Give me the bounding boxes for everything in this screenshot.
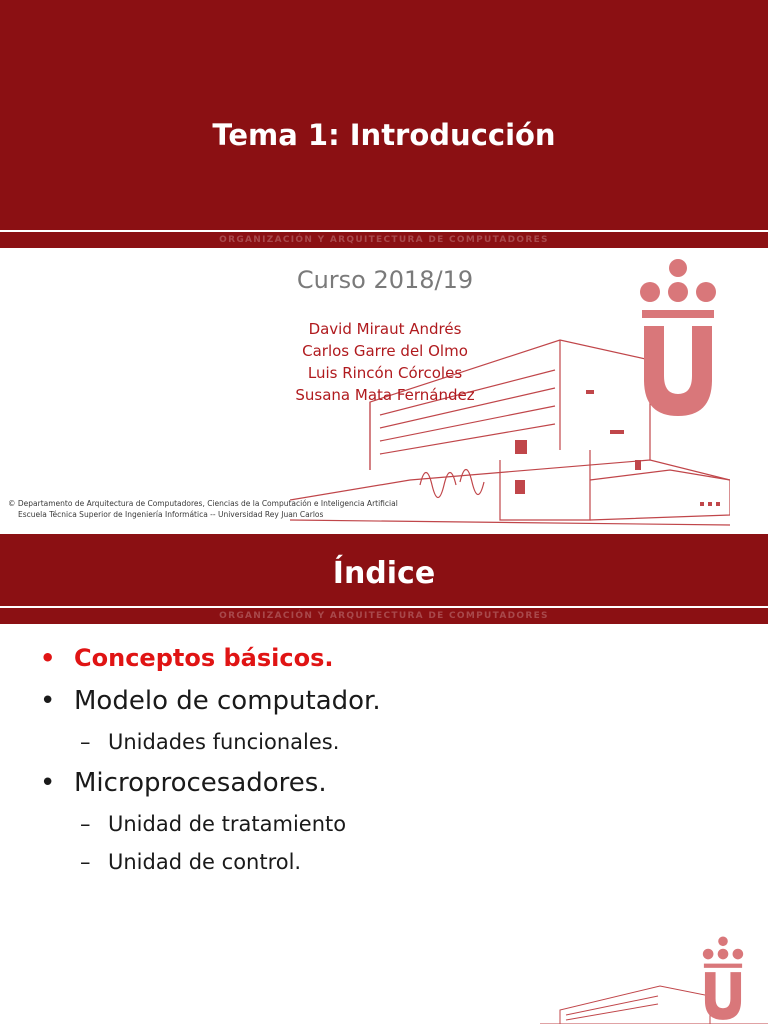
slide-title: Índice xyxy=(332,556,436,591)
bullet-marker: • xyxy=(40,644,56,672)
urjc-logo-icon xyxy=(636,258,720,420)
list-item-text: Microprocesadores. xyxy=(74,768,327,798)
list-subitem xyxy=(80,812,720,836)
dash-marker: – xyxy=(80,812,91,836)
course-strip: ORGANIZACIÓN Y ARQUITECTURA DE COMPUTADORES xyxy=(0,608,768,624)
list-subitem xyxy=(80,730,720,754)
dash-marker: – xyxy=(80,850,91,874)
list-item-text: Unidad de tratamiento xyxy=(108,812,347,836)
copyright-notice xyxy=(8,498,398,520)
list-item xyxy=(40,686,720,716)
dash-marker: – xyxy=(80,730,91,754)
course-year: Curso 2018/19 xyxy=(296,266,474,294)
author-name: Carlos Garre del Olmo xyxy=(302,342,468,360)
title-band xyxy=(0,0,768,232)
author-name: David Miraut Andrés xyxy=(308,320,462,338)
list-item-text: Modelo de computador. xyxy=(74,686,381,716)
slide-title: Tema 1: Introducción xyxy=(212,118,556,152)
list-item xyxy=(40,644,720,672)
bullet-marker: • xyxy=(40,686,56,716)
author-name: Luis Rincón Córcoles xyxy=(307,364,463,382)
index-slide xyxy=(0,534,768,1024)
urjc-logo-icon xyxy=(700,936,746,1022)
copyright-line: Escuela Técnica Superior de Ingeniería Informática -- Universidad Rey Juan Carlos xyxy=(18,510,324,519)
course-strip: ORGANIZACIÓN Y ARQUITECTURA DE COMPUTADORES xyxy=(0,232,768,248)
list-item xyxy=(40,768,720,798)
list-subitem xyxy=(80,850,720,874)
author-list xyxy=(240,318,530,406)
author-name: Susana Mata Fernández xyxy=(295,386,475,404)
copyright-line: © Departamento de Arquitectura de Computadores, Ciencias de la Computación e Inteligencia Artificial xyxy=(8,499,398,508)
index-list xyxy=(40,644,720,888)
list-item-text: Unidades funcionales. xyxy=(108,730,340,754)
list-item-text: Conceptos básicos. xyxy=(74,644,334,672)
bullet-marker: • xyxy=(40,768,56,798)
list-item-text: Unidad de control. xyxy=(108,850,302,874)
